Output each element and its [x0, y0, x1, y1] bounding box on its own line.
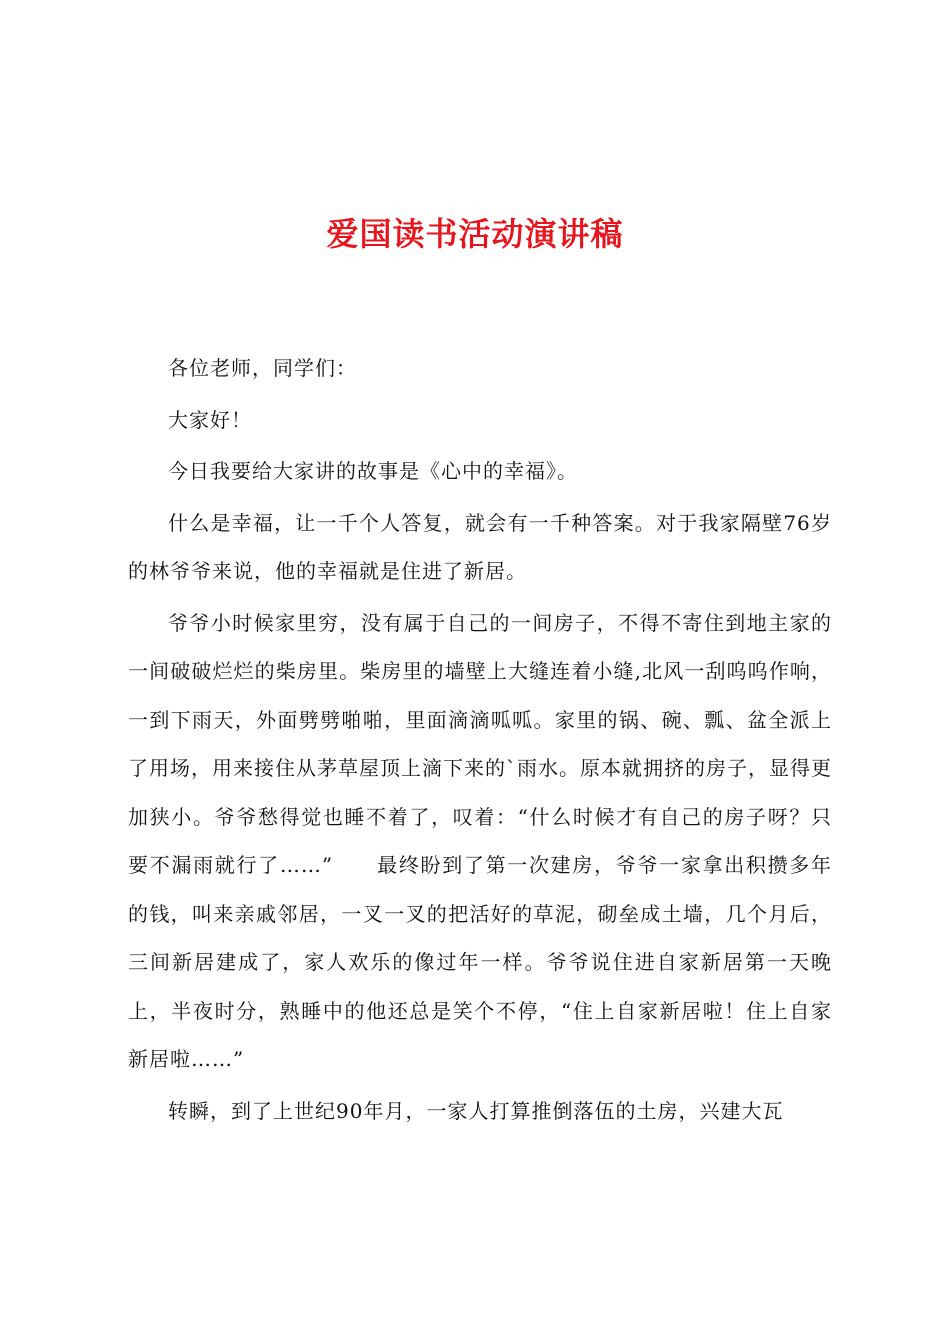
paragraph-1990s: 转瞬，到了上世纪90年月，一家人打算推倒落伍的土房，兴建大瓦 — [168, 1098, 784, 1123]
paragraph-story-intro: 今日我要给大家讲的故事是《心中的幸福》。 — [168, 459, 578, 483]
paragraph-hello: 大家好！ — [168, 407, 252, 432]
paragraph-greeting: 各位老师，同学们： — [168, 356, 357, 380]
paragraph-grandpa-childhood: 爷爷小时候家里穷，没有属于自己的一间房子，不得不寄住到地主家的一间破破烂烂的柴房里。柴房里的墙壁上大缝连着小缝,北风一刮呜呜作响，一到下雨天，外面劈劈啪啪，里面滴滴呱呱。家里的锅、碗、瓢、盆全派上了用场，用来接住从茅草屋顶上滴下来的`雨水。原本就拥挤的房子，显得更加狭小。爷爷愁得觉也睡不着了，叹着：“什么时候才有自己的房子呀？只要不漏雨就行了……” 最终盼到了第一次建房，爷爷一家拿出积攒多年的钱，叫来亲戚邻居，一叉一叉的把活好的草泥，砌垒成土墙，几个月后，三间新居建成了，家人欢乐的像过年一样。爷爷说住进自家新居第一天晚上，半夜时分，熟睡中的他还总是笑个不停，“住上自家新居啦！住上自家新居啦……” — [128, 610, 832, 1071]
document-body — [128, 344, 832, 1135]
document-title: 爱国读书活动演讲稿 — [326, 215, 624, 253]
paragraph-what-is-happiness: 什么是幸福，让一千个人答复，就会有一千种答案。对于我家隔壁76岁的林爷爷来说，他的幸福就是住进了新居。 — [128, 510, 832, 583]
